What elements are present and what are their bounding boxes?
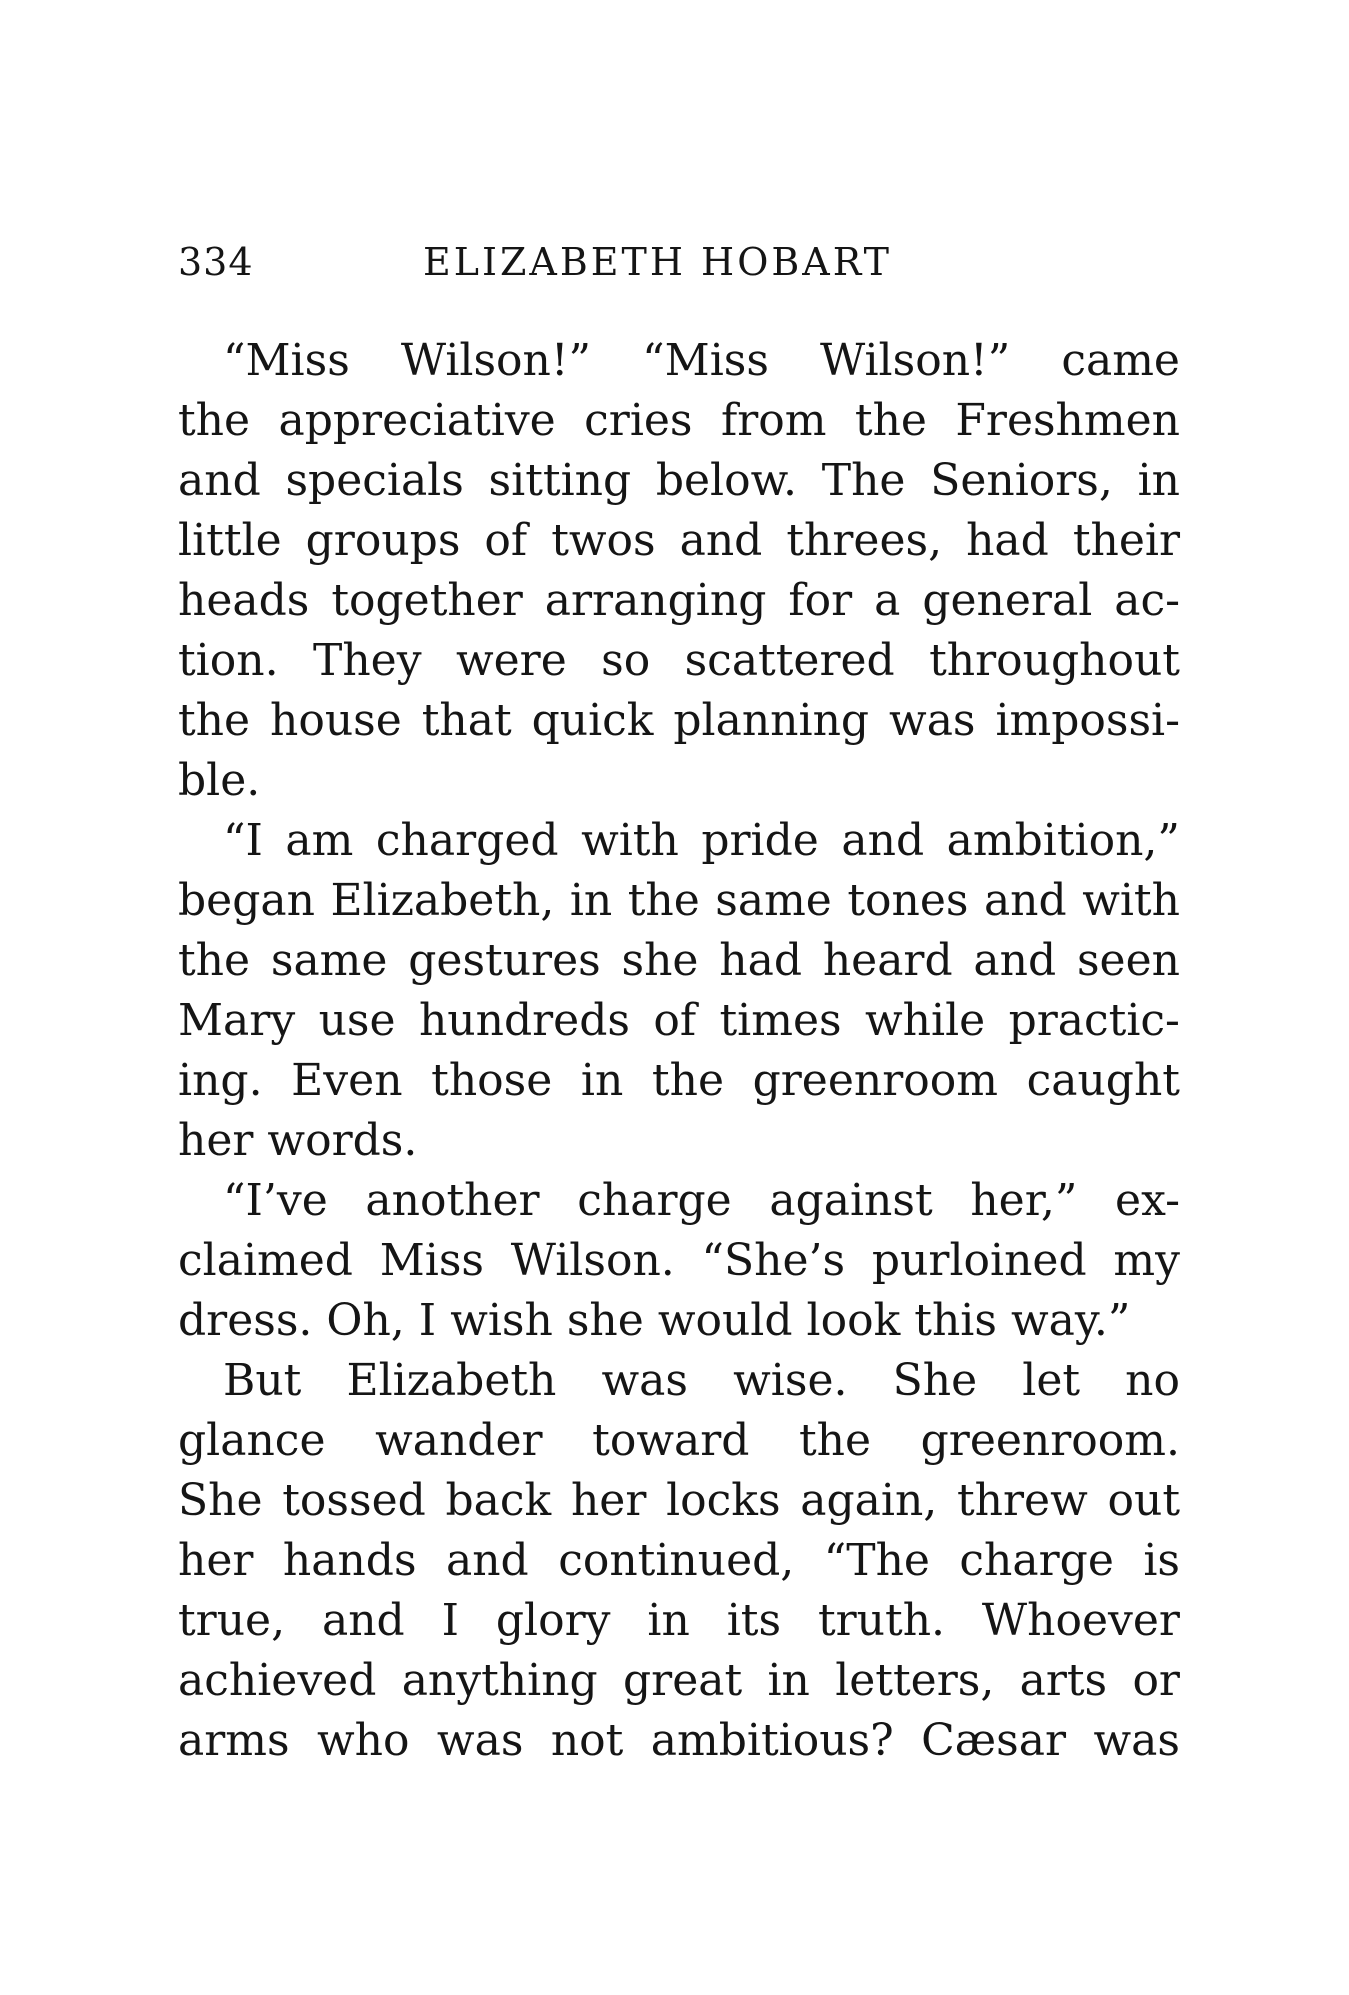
text-line: true, and I glory in its truth. Whoever — [178, 1595, 1180, 1646]
page-number: 334 — [178, 240, 254, 284]
running-head: ELIZABETH HOBART — [423, 240, 893, 284]
text-line: little groups of twos and threes, had their — [178, 515, 1180, 566]
text-line: her hands and continued, “The charge is — [178, 1535, 1180, 1586]
text-line: dress. Oh, I wish she would look this way.” — [178, 1295, 1131, 1346]
page-header — [178, 232, 1180, 292]
text-line: her words. — [178, 1115, 418, 1166]
text-line: claimed Miss Wilson. “She’s purloined my — [178, 1235, 1180, 1286]
text-line: achieved anything great in letters, arts or — [178, 1655, 1180, 1706]
text-line: ble. — [178, 755, 261, 806]
text-line: tion. They were so scattered throughout — [178, 635, 1180, 686]
text-line: arms who was not ambitious? Cæsar was — [178, 1715, 1180, 1766]
text-line: “I am charged with pride and ambition,” — [223, 815, 1180, 866]
text-line: heads together arranging for a general ac- — [178, 575, 1180, 626]
text-line: and specials sitting below. The Seniors, in — [178, 455, 1180, 506]
text-line: Mary use hundreds of times while practic- — [178, 995, 1180, 1046]
text-line: She tossed back her locks again, threw out — [178, 1475, 1180, 1526]
text-line: began Elizabeth, in the same tones and with — [178, 875, 1180, 926]
text-line: But Elizabeth was wise. She let no — [223, 1355, 1180, 1406]
text-line: “I’ve another charge against her,” ex- — [223, 1175, 1180, 1226]
text-line: ing. Even those in the greenroom caught — [178, 1055, 1180, 1106]
text-line: glance wander toward the greenroom. — [178, 1415, 1180, 1466]
text-line: the house that quick planning was impossi- — [178, 695, 1180, 746]
text-line: the same gestures she had heard and seen — [178, 935, 1180, 986]
text-line: the appreciative cries from the Freshmen — [178, 395, 1180, 446]
body-text — [178, 331, 1180, 1771]
text-line: “Miss Wilson!” “Miss Wilson!” came — [223, 335, 1180, 386]
